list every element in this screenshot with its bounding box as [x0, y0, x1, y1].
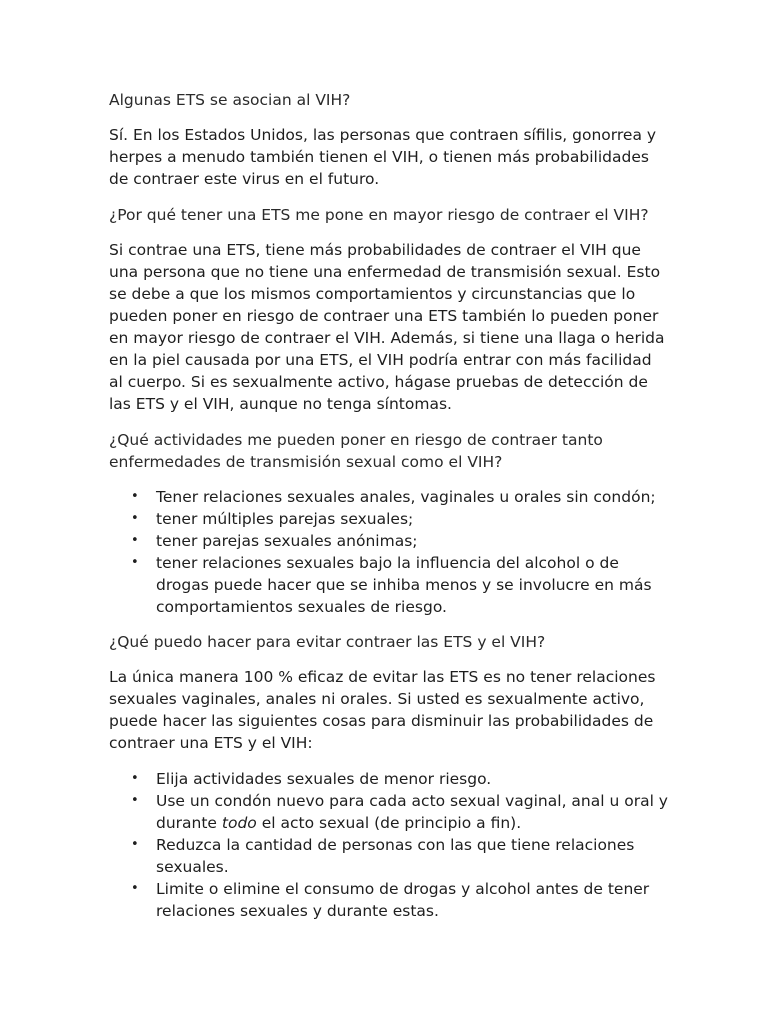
- question-heading-4: ¿Qué puedo hacer para evitar contraer las ETS y el VIH?: [109, 633, 546, 651]
- list-item: • Reduzca la cantidad de personas con las que tiene relaciones sexuales.: [131, 836, 635, 876]
- prevention-list: [109, 768, 668, 922]
- list-item: • tener parejas sexuales anónimas;: [131, 532, 418, 550]
- bullet-icon: •: [131, 881, 139, 896]
- list-item: • Limite o elimine el consumo de drogas y alcohol antes de tener relaciones sexuales y durante estas.: [131, 880, 650, 920]
- emphasis-text: todo: [221, 814, 257, 832]
- bullet-icon: •: [131, 533, 139, 548]
- question-heading-1: Algunas ETS se asocian al VIH?: [109, 91, 351, 109]
- bullet-icon: •: [131, 837, 139, 852]
- answer-paragraph-4: La única manera 100 % eficaz de evitar las ETS es no tener relaciones sexuales vaginales, anales ni orales. Si usted es sexualmente activo, puede hacer las siguientes cosas para disminuir las probabilidades de contraer una ETS y el VIH:: [109, 668, 656, 752]
- bullet-icon: •: [131, 511, 139, 526]
- bullet-icon: •: [131, 555, 139, 570]
- list-item: • Use un condón nuevo para cada acto sexual vaginal, anal u oral y durante todo el acto sexual (de principio a fin).: [131, 792, 668, 832]
- question-heading-3: ¿Qué actividades me pueden poner en riesgo de contraer tanto enfermedades de transmisión sexual como el VIH?: [109, 431, 603, 471]
- list-item: • Tener relaciones sexuales anales, vaginales u orales sin condón;: [131, 488, 656, 506]
- risk-activities-list: [109, 486, 668, 618]
- bullet-icon: •: [131, 793, 139, 808]
- bullet-icon: •: [131, 489, 139, 504]
- list-item: • tener relaciones sexuales bajo la influencia del alcohol o de drogas puede hacer que se inhiba menos y se involucre en más comportamientos sexuales de riesgo.: [131, 554, 652, 616]
- answer-paragraph-1: Sí. En los Estados Unidos, las personas que contraen sífilis, gonorrea y herpes a menudo también tienen el VIH, o tienen más probabilidades de contraer este virus en el futuro.: [109, 126, 657, 188]
- list-item: • tener múltiples parejas sexuales;: [131, 510, 414, 528]
- question-heading-2: ¿Por qué tener una ETS me pone en mayor riesgo de contraer el VIH?: [109, 206, 649, 224]
- list-item: • Elija actividades sexuales de menor riesgo.: [131, 770, 492, 788]
- answer-paragraph-2: Si contrae una ETS, tiene más probabilidades de contraer el VIH que una persona que no tiene una enfermedad de transmisión sexual. Esto se debe a que los mismos comportamientos y circunstancias que lo pueden poner en riesgo de contraer una ETS también lo pueden poner en mayor riesgo de contraer el VIH. Además, si tiene una llaga o herida en la piel causada por una ETS, el VIH podría entrar con más facilidad al cuerpo. Si es sexualmente activo, hágase pruebas de detección de las ETS y el VIH, aunque no tenga síntomas.: [109, 241, 665, 413]
- bullet-icon: •: [131, 771, 139, 786]
